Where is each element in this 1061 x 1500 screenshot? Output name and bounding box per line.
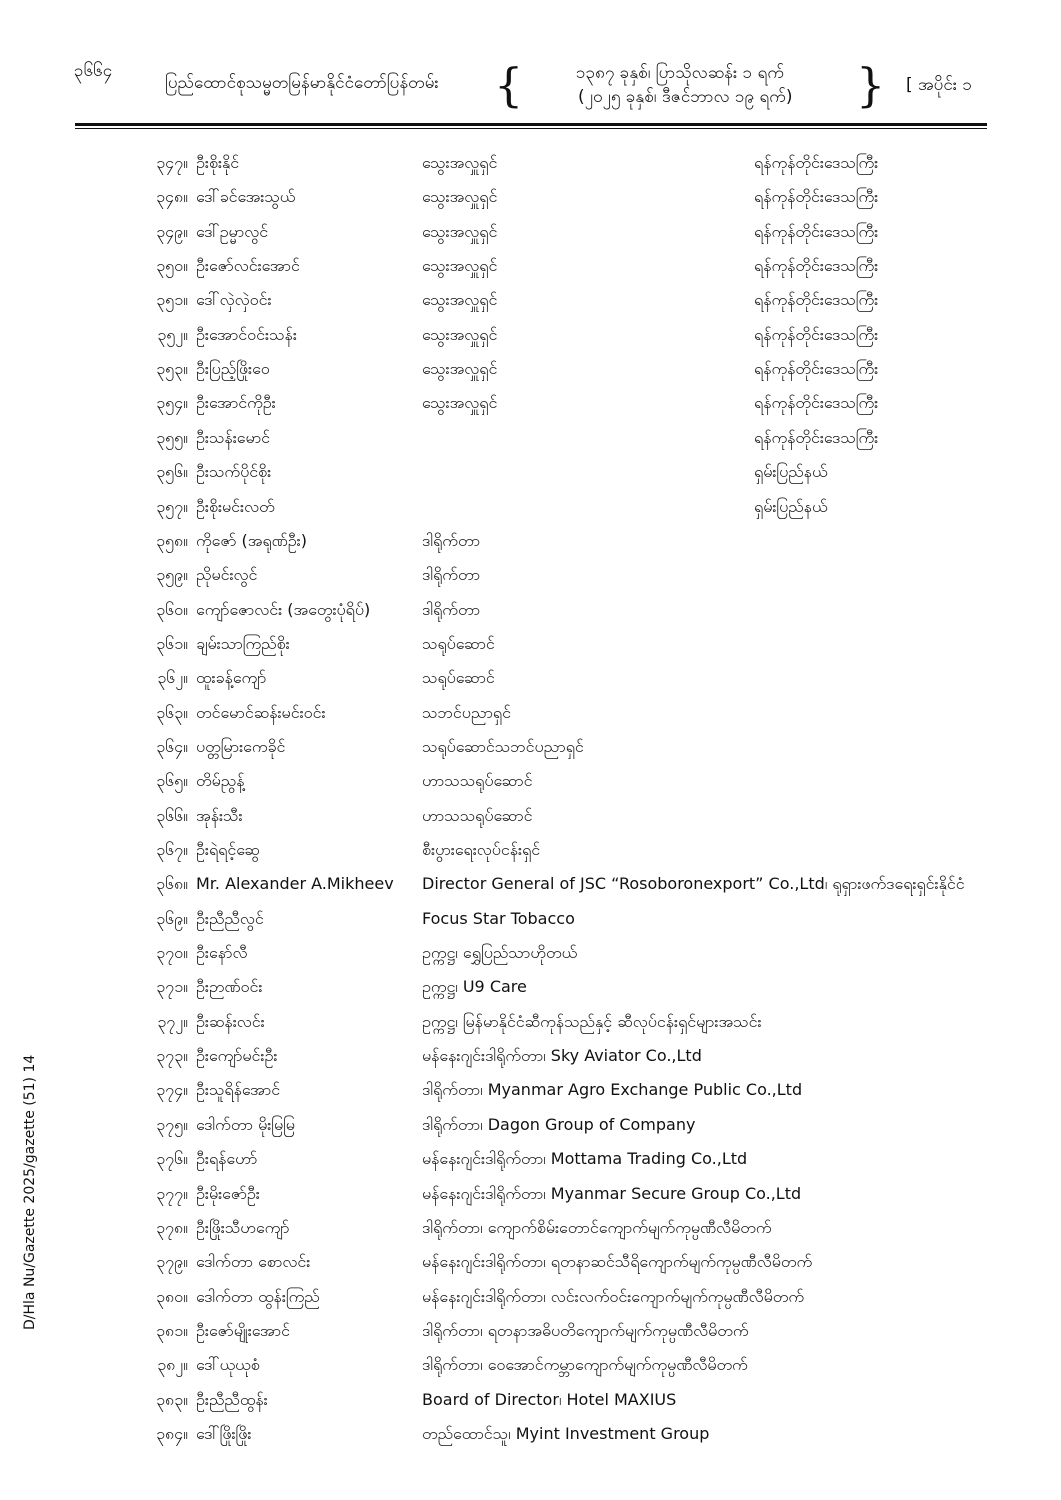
entry-number: ၃၈၃။ — [156, 1389, 188, 1409]
entry-name: ဦးညီညီထွန်း — [196, 1389, 268, 1409]
entry-region: ရန်ကုန်တိုင်းဒေသကြီး — [754, 187, 879, 207]
entry-title: Board of Director၊ Hotel MAXIUS — [422, 1389, 677, 1409]
table-row — [0, 1211, 1061, 1245]
entry-name: ဦးကျော်မင်းဦး — [196, 1046, 278, 1066]
table-row — [0, 1177, 1061, 1211]
table-row — [0, 490, 1061, 524]
table-row — [0, 386, 1061, 420]
entry-title: ဒါရိုက်တာ၊ Dagon Group of Company — [422, 1114, 696, 1134]
entry-name: ဦးဉာဏ်ဝင်း — [196, 977, 263, 997]
entry-title: သဘင်ပညာရှင် — [422, 702, 511, 722]
entry-name: ဒေါ်ယုယုစံ — [196, 1355, 260, 1375]
entry-name: ဦးဖြိုးသီဟကျော် — [196, 1217, 290, 1237]
entry-number: ၃၅၇။ — [156, 496, 188, 516]
entry-region: ရန်ကုန်တိုင်းဒေသကြီး — [754, 427, 879, 447]
table-row — [0, 1314, 1061, 1348]
table-row — [0, 593, 1061, 627]
entry-title: ဒါရိုက်တာ — [422, 530, 481, 550]
table-row — [0, 799, 1061, 833]
entry-name: ညိုမင်းလွင် — [196, 565, 258, 585]
table-row — [0, 1348, 1061, 1382]
entry-title: ဟာသသရုပ်ဆောင် — [422, 771, 533, 791]
entry-region: ရန်ကုန်တိုင်းဒေသကြီး — [754, 153, 879, 172]
entry-region: ရန်ကုန်တိုင်းဒေသကြီး — [754, 221, 879, 241]
entry-name: ဒေါက်တာ ထွန်းကြည် — [196, 1286, 320, 1306]
entry-number: ၃၇၈။ — [156, 1217, 188, 1237]
entry-number: ၃၇၅။ — [156, 1114, 188, 1134]
table-row — [0, 1142, 1061, 1176]
entry-number: ၃၆၁။ — [156, 633, 188, 653]
entry-title: မန်နေးဂျင်းဒါရိုက်တာ၊ Mottama Trading Co.,Ltd — [422, 1149, 748, 1169]
table-row — [0, 627, 1061, 661]
entry-title: ဥက္ကဋ္ဌ၊ U9 Care — [422, 977, 527, 997]
entry-name: ဒေါ်လှဲလှဲဝင်း — [196, 290, 272, 310]
entry-number: ၃၇၂။ — [157, 1011, 188, 1031]
entry-region: ရန်ကုန်တိုင်းဒေသကြီး — [754, 324, 879, 344]
header-rule-thin — [75, 128, 987, 129]
entry-name: တိမ်ညွန့် — [196, 771, 245, 791]
entry-number: ၃၈၄။ — [156, 1423, 188, 1443]
table-row — [0, 1073, 1061, 1107]
entry-name: ဦးရဲရင့်ဆွေ — [196, 840, 260, 859]
entry-number: ၃၅၃။ — [156, 359, 188, 379]
entry-number: ၃၇၃။ — [156, 1046, 188, 1066]
entry-name: ဦးညီညီလွင် — [196, 908, 264, 928]
entry-number: ၃၆၈။ — [156, 874, 188, 894]
table-row — [0, 1245, 1061, 1279]
entry-name: ဦးဇော်မျိုးအောင် — [196, 1320, 290, 1340]
table-row — [0, 524, 1061, 558]
table-row — [0, 421, 1061, 455]
table-row — [0, 970, 1061, 1004]
entry-region: ရန်ကုန်တိုင်းဒေသကြီး — [754, 290, 879, 310]
entry-number: ၃၇၉။ — [156, 1252, 188, 1272]
entry-title: သွေးအလှူရှင် — [422, 324, 498, 344]
entry-number: ၃၈၂။ — [157, 1355, 188, 1375]
table-row — [0, 558, 1061, 592]
entry-name: တင်မောင်ဆန်းမင်းဝင်း — [196, 702, 326, 722]
table-row — [0, 283, 1061, 317]
table-row — [0, 661, 1061, 695]
page-number: ၃၆၆၄ — [74, 61, 113, 81]
entry-title: သွေးအလှူရှင် — [422, 359, 498, 379]
entry-region: ရှမ်းပြည်နယ် — [754, 496, 828, 516]
entry-title: သွေးအလှူရှင် — [422, 153, 498, 172]
entry-number: ၃၆၀။ — [156, 599, 188, 619]
table-row — [0, 696, 1061, 730]
entry-title: ဒါရိုက်တာ၊ ဝေအောင်ကမ္ဘာကျောက်မျက်ကုမ္ပဏီလီမိတက် — [422, 1355, 748, 1375]
entry-title: ဒါရိုက်တာ — [422, 565, 481, 585]
entry-name: ကိုဇော် (အရုဏ်ဦး) — [196, 530, 307, 550]
entry-name: ဦးသန်းမောင် — [196, 427, 271, 447]
entry-number: ၃၄၈။ — [156, 187, 188, 207]
right-brace: } — [856, 58, 886, 112]
side-reference: D/Hla Nu/Gazette 2025/gazette (51) 14 — [22, 1054, 38, 1330]
table-row — [0, 180, 1061, 214]
entry-name: ဦးဆန်းလင်း — [196, 1011, 265, 1031]
entry-title: တည်ထောင်သူ၊ Myint Investment Group — [422, 1423, 710, 1443]
entry-name: ဒေါက်တာ မိုးမြမြ — [196, 1114, 295, 1134]
entry-number: ၃၆၃။ — [156, 702, 188, 722]
entry-number: ၃၈၁။ — [156, 1320, 188, 1340]
entry-region: ရန်ကုန်တိုင်းဒေသကြီး — [754, 256, 879, 276]
entry-name: ဦးပြည့်ဖြိုးဝေ — [196, 359, 270, 379]
entry-name: ဒေါက်တာ စောလင်း — [196, 1252, 311, 1272]
entry-title: ဒါရိုက်တာ၊ ရတနာအဓိပတိကျောက်မျက်ကုမ္ပဏီလီမိတက် — [422, 1320, 749, 1340]
entry-title: မန်နေးဂျင်းဒါရိုက်တာ၊ လင်းလက်ဝင်းကျောက်မျက်ကုမ္ပဏီလီမိတက် — [422, 1286, 805, 1306]
table-row — [0, 902, 1061, 936]
entry-number: ၃၆၇။ — [156, 840, 188, 859]
entry-number: ၃၅၀။ — [156, 256, 188, 276]
entry-number: ၃၅၆။ — [156, 462, 188, 482]
entry-title: ဥက္ကဋ္ဌ၊ ရွှေပြည်သာဟိုတယ် — [422, 943, 578, 963]
table-row — [0, 352, 1061, 386]
entry-region: ရန်ကုန်တိုင်းဒေသကြီး — [754, 359, 879, 379]
entry-name: ဦးရန်ဟော် — [196, 1149, 258, 1169]
table-row — [0, 764, 1061, 798]
entry-title: Director General of JSC “Rosoboronexport” Co.,Ltd၊ ရုရှားဖက်ဒရေးရှင်းနိုင်ငံ — [422, 874, 965, 894]
gazette-title: ပြည်ထောင်စုသမ္မတမြန်မာနိုင်ငံတော်ပြန်တမ်း — [165, 73, 439, 93]
entry-number: ၃၅၈။ — [156, 530, 188, 550]
entry-title: မန်နေးဂျင်းဒါရိုက်တာ၊ Myanmar Secure Group Co.,Ltd — [422, 1183, 802, 1203]
entry-number: ၃၇၀။ — [156, 943, 188, 963]
table-row — [0, 1108, 1061, 1142]
entry-name: ဦးနော်လီ — [196, 943, 248, 963]
table-row — [0, 730, 1061, 764]
table-row — [0, 1417, 1061, 1451]
entry-title: သွေးအလှူရှင် — [422, 187, 498, 207]
header-rule-thick — [75, 123, 987, 126]
entry-title: ဟာသသရုပ်ဆောင် — [422, 805, 533, 825]
entry-title: စီးပွားရေးလုပ်ငန်းရှင် — [422, 840, 541, 859]
entry-name: Mr. Alexander A.Mikheev — [196, 874, 394, 894]
entry-title: ဥက္ကဋ္ဌ၊ မြန်မာနိုင်ငံဆီကုန်သည်နှင့် ဆီလုပ်ငန်းရှင်များအသင်း — [422, 1011, 762, 1031]
entry-number: ၃၆၆။ — [156, 805, 188, 825]
table-row — [0, 146, 1061, 180]
table-row — [0, 936, 1061, 970]
table-row — [0, 867, 1061, 901]
entry-number: ၃၇၄။ — [156, 1080, 188, 1100]
entry-name: ဦးအောင်ကိုဦး — [196, 393, 276, 413]
date-line-1: ၁၃၈၇ ခုနှစ်၊ ပြာသိုလဆန်း ၁ ရက် — [576, 63, 785, 83]
table-row — [0, 833, 1061, 867]
table-row — [0, 318, 1061, 352]
entry-number: ၃၆၂။ — [157, 668, 188, 688]
date-line-2: (၂၀၂၅ ခုနှစ်၊ ဒီဇင်ဘာလ ၁၉ ရက်) — [578, 87, 793, 107]
entry-number: ၃၅၁။ — [156, 290, 188, 310]
entry-number: ၃၆၉။ — [156, 908, 188, 928]
entry-title: သွေးအလှူရှင် — [422, 256, 498, 276]
entry-name: ဦးဇော်လင်းအောင် — [196, 256, 300, 276]
entry-title: မန်နေးဂျင်းဒါရိုက်တာ၊ Sky Aviator Co.,Ltd — [422, 1046, 702, 1066]
entry-title: သရုပ်ဆောင် — [422, 633, 495, 653]
entry-title: သရုပ်ဆောင်သဘင်ပညာရှင် — [422, 736, 584, 756]
entry-name: ဦးမိုးဇော်ဦး — [196, 1183, 260, 1203]
table-row — [0, 1383, 1061, 1417]
entry-number: ၃၅၉။ — [156, 565, 188, 585]
table-row — [0, 249, 1061, 283]
entry-number: ၃၈၀။ — [156, 1286, 188, 1306]
entry-title: မန်နေးဂျင်းဒါရိုက်တာ၊ ရတနာဆင်သီရိကျောက်မျက်ကုမ္ပဏီလီမိတက် — [422, 1252, 813, 1272]
table-row — [0, 1280, 1061, 1314]
entry-name: ထူးခန့်ကျော် — [196, 668, 267, 688]
table-row — [0, 1005, 1061, 1039]
entry-name: ချမ်းသာကြည်စိုး — [196, 633, 290, 653]
entry-region: ရှမ်းပြည်နယ် — [754, 462, 828, 482]
entry-title: Focus Star Tobacco — [422, 908, 575, 928]
entry-name: ဦးစိုးမင်းလတ် — [196, 496, 275, 516]
table-row — [0, 1039, 1061, 1073]
entry-title: သရုပ်ဆောင် — [422, 668, 495, 688]
table-row — [0, 215, 1061, 249]
entry-number: ၃၇၁။ — [156, 977, 188, 997]
entry-name: ဦးအောင်ဝင်းသန်း — [196, 324, 297, 344]
entry-name: ဒေါ်ဖြိုးဖြိုး — [196, 1423, 252, 1443]
part-label: [ အပိုင်း ၁ — [906, 75, 973, 95]
entry-name: ဒေါ်ဥမ္မာလွင် — [196, 221, 269, 241]
entry-number: ၃၇၆။ — [156, 1149, 188, 1169]
entry-region: ရန်ကုန်တိုင်းဒေသကြီး — [754, 393, 879, 413]
entry-title: ဒါရိုက်တာ၊ ကျောက်စိမ်းတောင်ကျောက်မျက်ကုမ္ပဏီလီမိတက် — [422, 1217, 772, 1237]
entry-number: ၃၅၅။ — [156, 427, 188, 447]
entry-number: ၃၄၇။ — [156, 153, 188, 172]
entry-number: ၃၆၄။ — [156, 736, 188, 756]
entry-title: ဒါရိုက်တာ — [422, 599, 481, 619]
entry-name: ကျော်ဇောလင်း (အတွေးပုံရိပ်) — [196, 599, 371, 619]
entry-number: ၃၅၂။ — [157, 324, 188, 344]
entry-name: ဦးသက်ပိုင်စိုး — [196, 462, 272, 482]
entry-name: ပတ္တမြားကေခိုင် — [196, 736, 286, 756]
entry-number: ၃၆၅။ — [156, 771, 188, 791]
table-row — [0, 455, 1061, 489]
entry-number: ၃၇၇။ — [156, 1183, 188, 1203]
entry-name: ဒေါ်ခင်အေးသွယ် — [196, 187, 296, 207]
entry-name: ဦးစိုးနိုင် — [196, 153, 240, 172]
entry-name: ဦးသူရိန်အောင် — [196, 1080, 281, 1100]
entry-number: ၃၄၉။ — [156, 221, 188, 241]
entry-number: ၃၅၄။ — [156, 393, 188, 413]
left-brace: { — [494, 58, 524, 112]
entry-title: ဒါရိုက်တာ၊ Myanmar Agro Exchange Public Co.,Ltd — [422, 1080, 803, 1100]
entry-title: သွေးအလှူရှင် — [422, 393, 498, 413]
entry-title: သွေးအလှူရှင် — [422, 290, 498, 310]
entry-title: သွေးအလှူရှင် — [422, 221, 498, 241]
entry-name: အုန်းသီး — [196, 805, 243, 825]
